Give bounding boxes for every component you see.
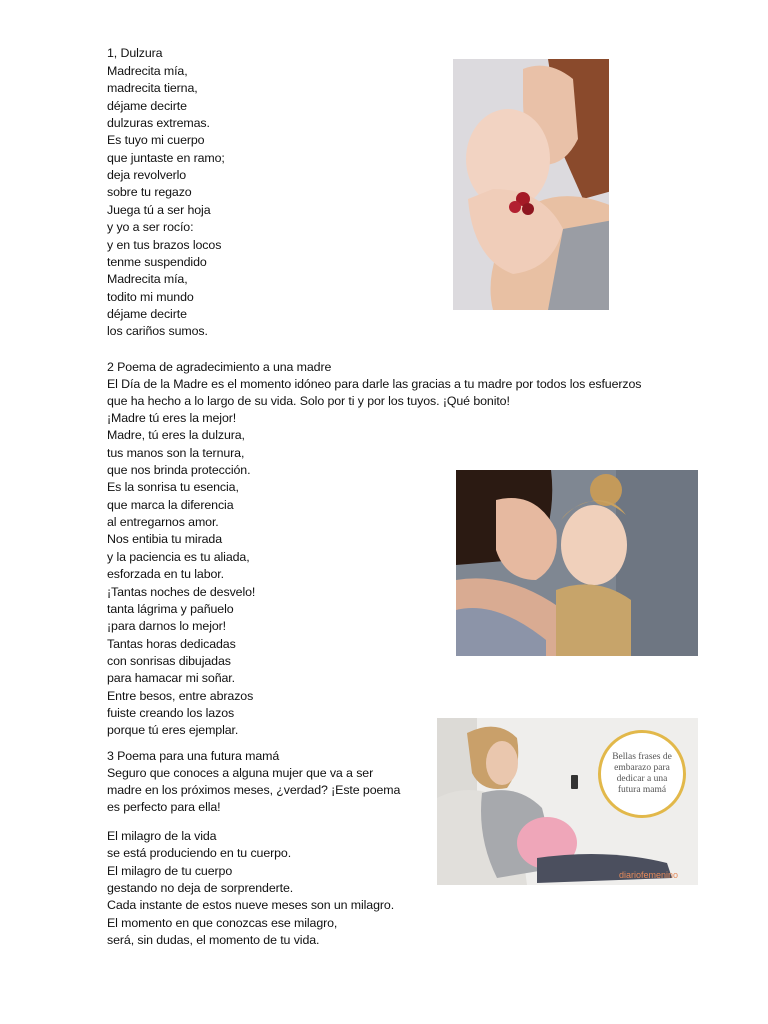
brand-logo: diariofemenino: [619, 870, 679, 880]
poem-line: Madre, tú eres la dulzura,: [107, 428, 245, 443]
poem-3-intro-line: es perfecto para ella!: [107, 800, 221, 814]
poem-line: los cariños sumos.: [107, 324, 208, 339]
poem-line: El momento en que conozcas ese milagro,: [107, 915, 338, 930]
poem-line: para hamacar mi soñar.: [107, 671, 235, 686]
poem-line: Es tuyo mi cuerpo: [107, 133, 205, 148]
poem-line: porque tú eres ejemplar.: [107, 723, 239, 738]
poem-2-intro-line: El Día de la Madre es el momento idóneo para darle las gracias a tu madre por todos los esfuerzos: [107, 377, 642, 391]
poem-line: Entre besos, entre abrazos: [107, 688, 254, 703]
poem-line: que juntaste en ramo;: [107, 150, 225, 165]
poem-line: Juega tú a ser hoja: [107, 202, 211, 217]
poem-line: con sonrisas dibujadas: [107, 653, 231, 668]
poem-line: y en tus brazos locos: [107, 237, 222, 252]
poem-line: tanta lágrima y pañuelo: [107, 601, 234, 616]
badge-text: Bellas frases de embarazo para dedicar a una futura mamá: [612, 752, 672, 795]
poem-line: que nos brinda protección.: [107, 463, 251, 478]
poem-line: que marca la diferencia: [107, 497, 234, 512]
poem-line: ¡Madre tú eres la mejor!: [107, 411, 237, 425]
poem-1-title: 1, Dulzura: [107, 46, 163, 60]
poem-line: déjame decirte: [107, 98, 187, 113]
poem-line: tenme suspendido: [107, 254, 207, 269]
poem-line: al entregarnos amor.: [107, 515, 219, 530]
poem-line: y la paciencia es tu aliada,: [107, 549, 250, 564]
poem-line: se está produciendo en tu cuerpo.: [107, 846, 292, 861]
phrase-badge: [598, 730, 686, 818]
poem-line: todito mi mundo: [107, 289, 194, 304]
pregnant-woman-photo: [437, 718, 698, 885]
poem-line: dulzuras extremas.: [107, 116, 210, 131]
poem-2-intro-line: que ha hecho a lo largo de su vida. Solo por ti y por los tuyos. ¡Qué bonito!: [107, 394, 510, 408]
poem-line: ¡para darnos lo mejor!: [107, 619, 227, 634]
poem-2-title: 2 Poema de agradecimiento a una madre: [107, 360, 332, 374]
mother-daughter-photo: [456, 470, 698, 656]
poem-3-intro-line: madre en los próximos meses, ¿verdad? ¡Este poema: [107, 783, 401, 797]
poem-line: tus manos son la ternura,: [107, 445, 245, 460]
poem-line: deja revolverlo: [107, 168, 187, 183]
poem-line: ¡Tantas noches de desvelo!: [107, 584, 256, 599]
poem-line: Cada instante de estos nueve meses son un milagro.: [107, 898, 395, 913]
poem-line: Madrecita mía,: [107, 64, 188, 78]
poem-line: déjame decirte: [107, 306, 187, 321]
poem-line: El milagro de tu cuerpo: [107, 863, 233, 878]
poem-line: Madrecita mía,: [107, 272, 188, 287]
poem-line: gestando no deja de sorprenderte.: [107, 881, 294, 896]
mother-baby-photo: [453, 59, 619, 310]
poem-line: El milagro de la vida: [107, 829, 217, 843]
poem-line: Tantas horas dedicadas: [107, 636, 236, 651]
poem-line: y yo a ser rocío:: [107, 220, 194, 235]
poem-3-title: 3 Poema para una futura mamá: [107, 749, 280, 763]
poem-3-intro-line: Seguro que conoces a alguna mujer que va a ser: [107, 766, 374, 780]
poem-line: sobre tu regazo: [107, 185, 192, 200]
poem-line: fuiste creando los lazos: [107, 705, 235, 720]
poem-line: será, sin dudas, el momento de tu vida.: [107, 933, 320, 948]
poem-line: Es la sonrisa tu esencia,: [107, 480, 239, 495]
poem-line: esforzada en tu labor.: [107, 567, 224, 582]
poem-line: Nos entibia tu mirada: [107, 532, 222, 547]
poem-line: madrecita tierna,: [107, 81, 198, 96]
